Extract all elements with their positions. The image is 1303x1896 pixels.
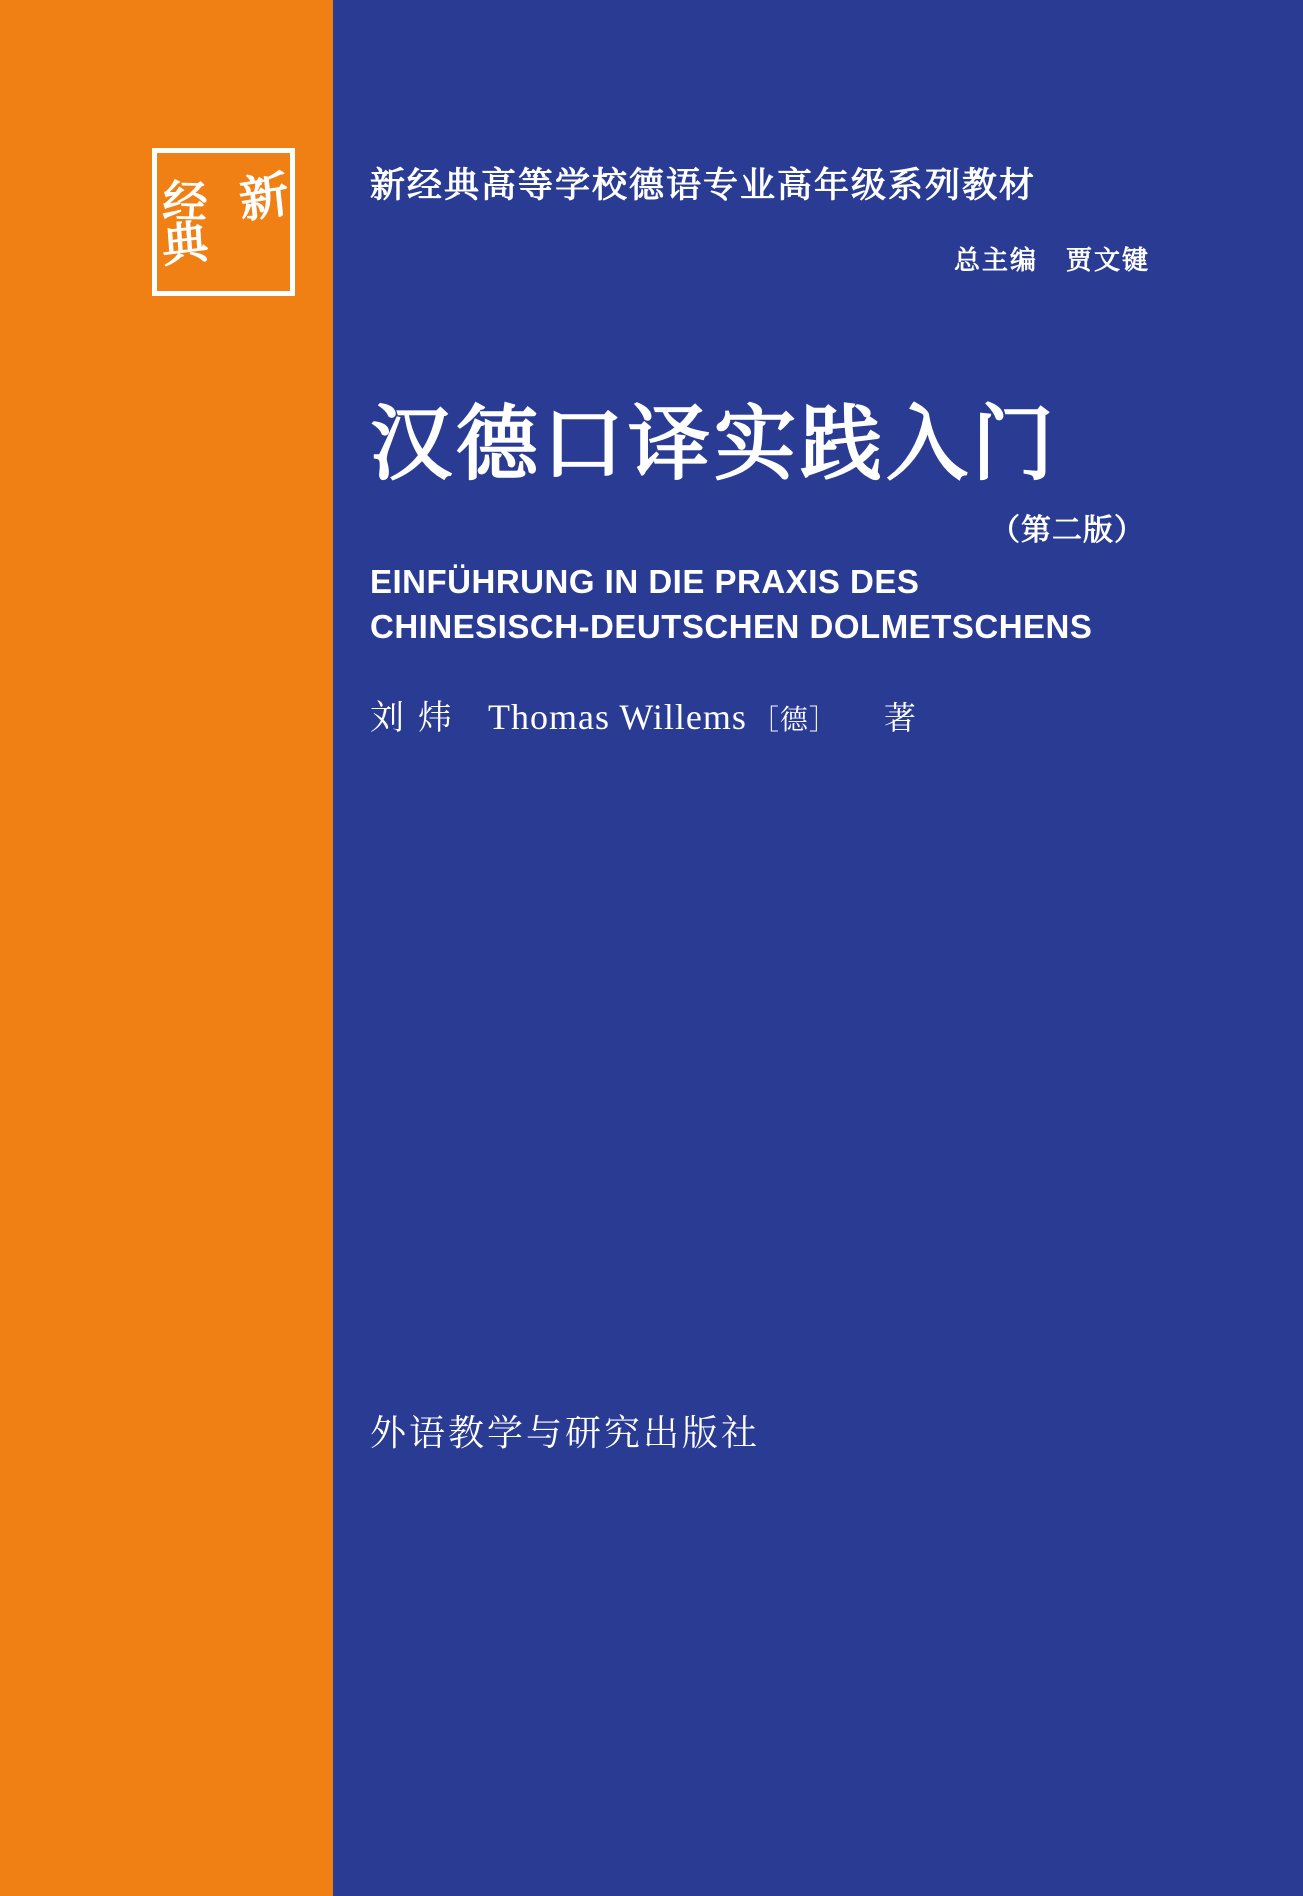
publisher-name: 外语教学与研究出版社	[370, 1413, 761, 1454]
edition-label: （第二版）	[990, 513, 1145, 548]
band-divider	[333, 0, 340, 1896]
subtitle-line-1: EINFÜHRUNG IN DIE PRAXIS DES	[370, 563, 920, 600]
seal-char-top-left: 经	[161, 176, 208, 228]
subtitle-line-2: CHINESISCH-DEUTSCHEN DOLMETSCHENS	[370, 607, 1093, 645]
seal-char-bottom-left: 典	[160, 216, 208, 273]
author-line	[370, 690, 1250, 739]
seal-char-top-right: 新	[236, 167, 290, 229]
chief-editor: 总主编 贾文键	[953, 246, 1150, 276]
series-seal-icon	[152, 148, 295, 296]
subtitle-german	[370, 560, 1250, 649]
author-country-marker: ［德］	[750, 703, 838, 736]
author-role: 著	[883, 699, 917, 737]
author-chinese: 刘炜	[370, 698, 466, 738]
author-german: Thomas Willems	[488, 697, 747, 737]
page-title: 汉德口译实践入门	[370, 397, 1059, 492]
seal-char-bottom-right	[282, 219, 286, 261]
series-title: 新经典高等学校德语专业高年级系列教材	[370, 166, 1037, 206]
